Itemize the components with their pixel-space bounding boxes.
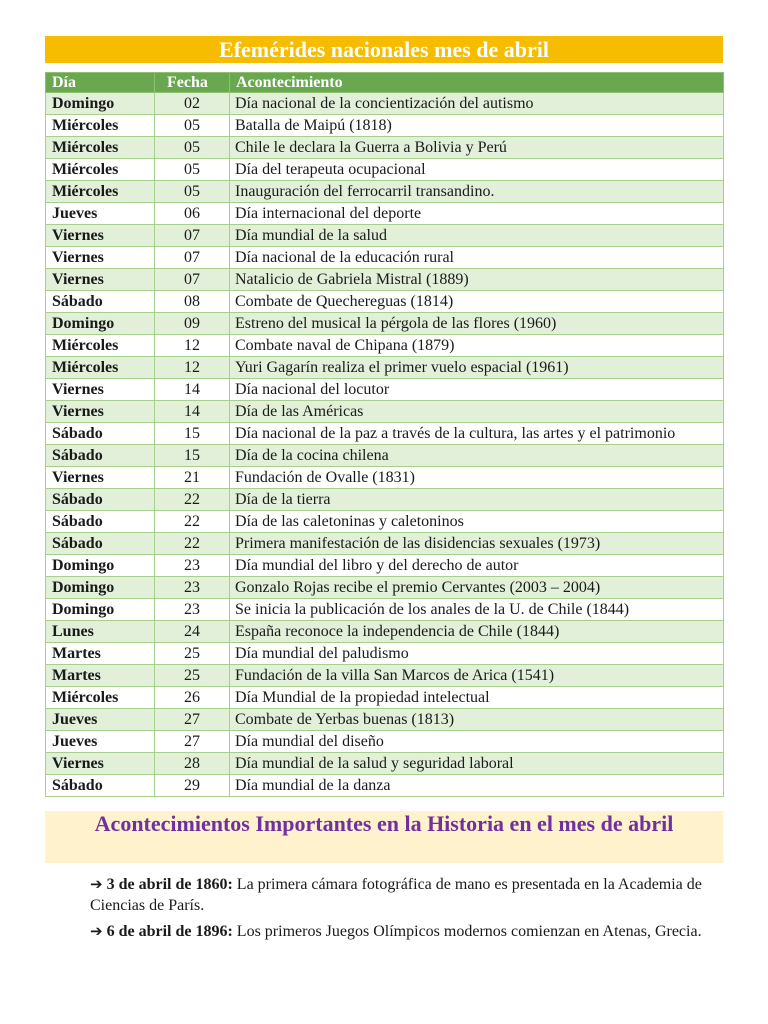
cell-fecha: 29 (155, 775, 230, 797)
cell-dia: Martes (46, 643, 155, 665)
table-row (46, 643, 724, 665)
column-header-acontecimiento: Acontecimiento (230, 73, 724, 93)
cell-fecha: 23 (155, 555, 230, 577)
table-row (46, 181, 724, 203)
cell-fecha: 14 (155, 379, 230, 401)
fact-text: Los primeros Juegos Olímpicos modernos comienzan en Atenas, Grecia. (236, 923, 702, 940)
cell-acontecimiento: Día mundial del libro y del derecho de autor (230, 555, 724, 577)
cell-acontecimiento: Día de las Américas (230, 401, 724, 423)
cell-dia: Miércoles (46, 687, 155, 709)
cell-fecha: 05 (155, 137, 230, 159)
cell-dia: Viernes (46, 401, 155, 423)
cell-acontecimiento: Día mundial de la salud (230, 225, 724, 247)
efemerides-table (45, 72, 724, 797)
cell-fecha: 09 (155, 313, 230, 335)
cell-fecha: 22 (155, 533, 230, 555)
cell-dia: Jueves (46, 203, 155, 225)
cell-acontecimiento: España reconoce la independencia de Chile (1844) (230, 621, 724, 643)
section-title: Acontecimientos Importantes en la Historia en el mes de abril (45, 811, 723, 863)
cell-acontecimiento: Día mundial del diseño (230, 731, 724, 753)
table-row (46, 687, 724, 709)
cell-acontecimiento: Batalla de Maipú (1818) (230, 115, 724, 137)
table-row (46, 577, 724, 599)
table-row (46, 379, 724, 401)
cell-fecha: 02 (155, 93, 230, 115)
cell-dia: Viernes (46, 467, 155, 489)
cell-dia: Sábado (46, 445, 155, 467)
cell-acontecimiento: Día de las caletoninas y caletoninos (230, 511, 724, 533)
cell-dia: Sábado (46, 489, 155, 511)
cell-acontecimiento: Día Mundial de la propiedad intelectual (230, 687, 724, 709)
cell-fecha: 25 (155, 665, 230, 687)
cell-acontecimiento: Día mundial de la danza (230, 775, 724, 797)
cell-fecha: 15 (155, 423, 230, 445)
cell-acontecimiento: Chile le declara la Guerra a Bolivia y Perú (230, 137, 724, 159)
cell-acontecimiento: Inauguración del ferrocarril transandino. (230, 181, 724, 203)
cell-dia: Miércoles (46, 137, 155, 159)
cell-fecha: 07 (155, 269, 230, 291)
cell-fecha: 06 (155, 203, 230, 225)
table-row (46, 665, 724, 687)
cell-acontecimiento: Combate de Quechereguas (1814) (230, 291, 724, 313)
cell-acontecimiento: Gonzalo Rojas recibe el premio Cervantes (2003 – 2004) (230, 577, 724, 599)
table-row (46, 269, 724, 291)
cell-dia: Viernes (46, 269, 155, 291)
table-row (46, 423, 724, 445)
cell-dia: Domingo (46, 577, 155, 599)
column-header-fecha: Fecha (155, 73, 230, 93)
cell-fecha: 26 (155, 687, 230, 709)
cell-acontecimiento: Día nacional de la educación rural (230, 247, 724, 269)
cell-dia: Lunes (46, 621, 155, 643)
cell-fecha: 14 (155, 401, 230, 423)
cell-fecha: 05 (155, 159, 230, 181)
cell-dia: Domingo (46, 93, 155, 115)
cell-acontecimiento: Día de la cocina chilena (230, 445, 724, 467)
table-row (46, 709, 724, 731)
cell-acontecimiento: Fundación de Ovalle (1831) (230, 467, 724, 489)
table-row (46, 159, 724, 181)
cell-acontecimiento: Día nacional de la paz a través de la cultura, las artes y el patrimonio (230, 423, 724, 445)
arrow-right-icon: ➔ (90, 922, 103, 940)
cell-fecha: 07 (155, 247, 230, 269)
table-row (46, 753, 724, 775)
table-row (46, 621, 724, 643)
cell-acontecimiento: Día mundial de la salud y seguridad laboral (230, 753, 724, 775)
cell-acontecimiento: Combate de Yerbas buenas (1813) (230, 709, 724, 731)
cell-fecha: 22 (155, 511, 230, 533)
cell-dia: Sábado (46, 423, 155, 445)
cell-acontecimiento: Día del terapeuta ocupacional (230, 159, 724, 181)
fact-item (90, 921, 730, 942)
cell-fecha: 21 (155, 467, 230, 489)
fact-text: La primera cámara fotográfica de mano es presentada en la Academia de Ciencias de París. (90, 876, 702, 914)
cell-dia: Domingo (46, 555, 155, 577)
table-row (46, 93, 724, 115)
table-row (46, 445, 724, 467)
table-row (46, 401, 724, 423)
cell-fecha: 27 (155, 731, 230, 753)
cell-acontecimiento: Natalicio de Gabriela Mistral (1889) (230, 269, 724, 291)
page-title: Efemérides nacionales mes de abril (45, 36, 723, 63)
cell-dia: Domingo (46, 313, 155, 335)
table-row (46, 247, 724, 269)
fact-date: 3 de abril de 1860: (106, 876, 233, 893)
cell-fecha: 08 (155, 291, 230, 313)
cell-fecha: 15 (155, 445, 230, 467)
cell-fecha: 05 (155, 115, 230, 137)
cell-fecha: 22 (155, 489, 230, 511)
cell-dia: Miércoles (46, 181, 155, 203)
arrow-right-icon: ➔ (90, 875, 103, 893)
cell-fecha: 28 (155, 753, 230, 775)
cell-acontecimiento: Primera manifestación de las disidencias sexuales (1973) (230, 533, 724, 555)
cell-dia: Miércoles (46, 357, 155, 379)
table-row (46, 731, 724, 753)
table-row (46, 775, 724, 797)
cell-dia: Sábado (46, 775, 155, 797)
cell-fecha: 27 (155, 709, 230, 731)
cell-dia: Miércoles (46, 335, 155, 357)
cell-fecha: 25 (155, 643, 230, 665)
column-header-dia: Día (46, 73, 155, 93)
cell-dia: Jueves (46, 709, 155, 731)
table-row (46, 555, 724, 577)
table-row (46, 599, 724, 621)
cell-dia: Miércoles (46, 115, 155, 137)
cell-dia: Sábado (46, 291, 155, 313)
cell-acontecimiento: Día nacional del locutor (230, 379, 724, 401)
table-row (46, 115, 724, 137)
table-row (46, 357, 724, 379)
cell-acontecimiento: Día nacional de la concientización del autismo (230, 93, 724, 115)
cell-acontecimiento: Día de la tierra (230, 489, 724, 511)
cell-dia: Viernes (46, 753, 155, 775)
cell-dia: Domingo (46, 599, 155, 621)
facts-list (90, 874, 730, 947)
cell-dia: Sábado (46, 533, 155, 555)
fact-item (90, 874, 730, 916)
table-row (46, 225, 724, 247)
cell-fecha: 12 (155, 357, 230, 379)
table-row (46, 291, 724, 313)
cell-dia: Sábado (46, 511, 155, 533)
table-row (46, 467, 724, 489)
cell-fecha: 23 (155, 577, 230, 599)
cell-dia: Viernes (46, 379, 155, 401)
cell-acontecimiento: Día mundial del paludismo (230, 643, 724, 665)
cell-fecha: 23 (155, 599, 230, 621)
table-header-row (46, 73, 724, 93)
cell-fecha: 05 (155, 181, 230, 203)
cell-dia: Martes (46, 665, 155, 687)
table-row (46, 313, 724, 335)
table-row (46, 335, 724, 357)
cell-fecha: 07 (155, 225, 230, 247)
cell-fecha: 12 (155, 335, 230, 357)
cell-acontecimiento: Se inicia la publicación de los anales de la U. de Chile (1844) (230, 599, 724, 621)
cell-acontecimiento: Estreno del musical la pérgola de las flores (1960) (230, 313, 724, 335)
table-row (46, 203, 724, 225)
cell-acontecimiento: Yuri Gagarín realiza el primer vuelo espacial (1961) (230, 357, 724, 379)
cell-acontecimiento: Día internacional del deporte (230, 203, 724, 225)
cell-acontecimiento: Combate naval de Chipana (1879) (230, 335, 724, 357)
cell-dia: Viernes (46, 225, 155, 247)
fact-date: 6 de abril de 1896: (106, 923, 233, 940)
table-row (46, 489, 724, 511)
cell-acontecimiento: Fundación de la villa San Marcos de Arica (1541) (230, 665, 724, 687)
cell-dia: Viernes (46, 247, 155, 269)
table-row (46, 533, 724, 555)
cell-dia: Miércoles (46, 159, 155, 181)
table-row (46, 137, 724, 159)
cell-fecha: 24 (155, 621, 230, 643)
cell-dia: Jueves (46, 731, 155, 753)
table-row (46, 511, 724, 533)
